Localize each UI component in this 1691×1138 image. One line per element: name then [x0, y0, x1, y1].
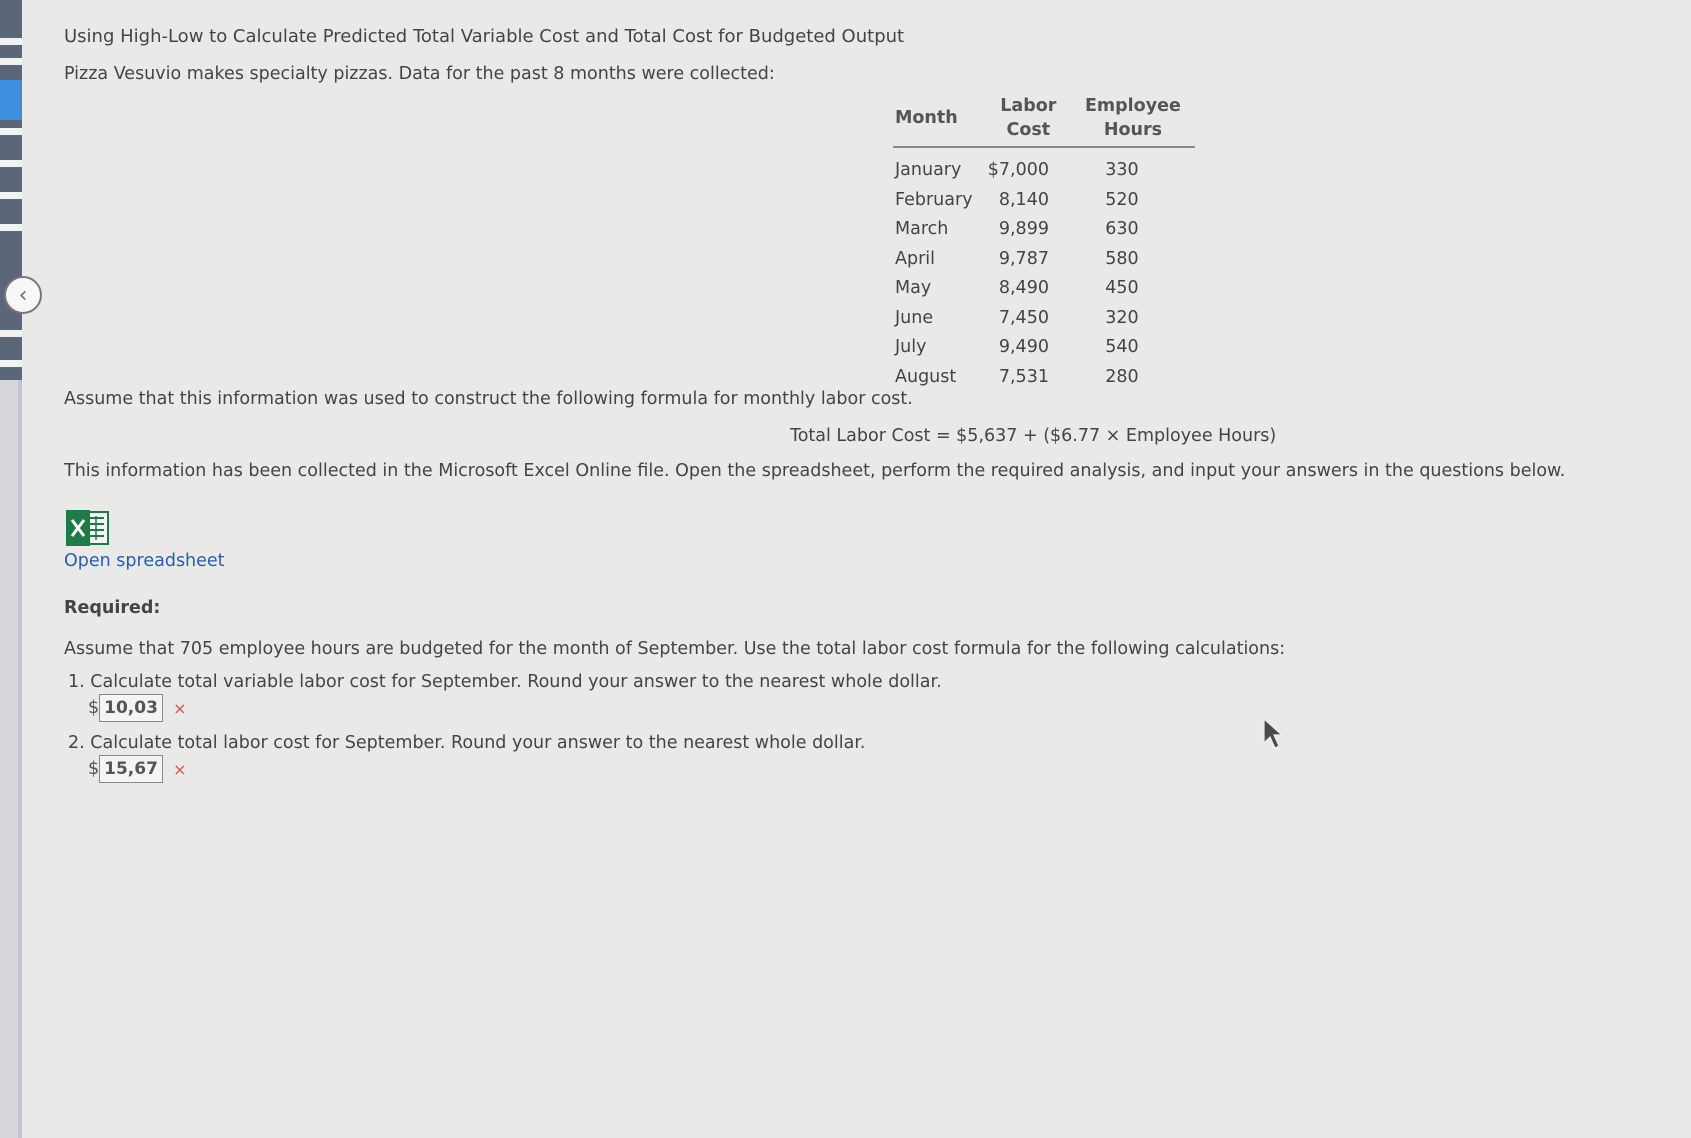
table-row: [893, 215, 1195, 245]
left-sidebar-rail: [0, 0, 22, 1138]
cell-month: February: [895, 189, 973, 210]
table-row: [893, 363, 1195, 393]
header-labor-cost-line2: Cost: [1006, 120, 1051, 140]
currency-prefix: $: [88, 698, 100, 718]
header-labor-cost-line1: Labor: [1000, 96, 1057, 116]
table-row: [893, 274, 1195, 304]
incorrect-x-icon: ×: [173, 759, 187, 779]
question-2-text: 2. Calculate total labor cost for September. Round your answer to the nearest whole dollar.: [68, 733, 866, 753]
question-2-answer: [88, 755, 187, 783]
rail-tick: [0, 224, 22, 231]
cell-employee-hours: 450: [1105, 278, 1139, 298]
incorrect-x-icon: ×: [173, 698, 187, 718]
cell-employee-hours: 630: [1105, 219, 1139, 239]
cell-labor-cost: 9,787: [998, 248, 1049, 269]
cell-labor-cost: 7,531: [998, 366, 1049, 387]
chevron-left-icon: ‹: [18, 282, 28, 308]
table-row: [893, 147, 1195, 186]
excel-instructions-text: This information has been collected in the Microsoft Excel Online file. Open the spreadsheet, perform the required analysis, and input your answers in the questions below.: [64, 461, 1566, 481]
header-employee-hours-line2: Hours: [1103, 120, 1162, 140]
cell-month: March: [895, 219, 949, 239]
cell-month: June: [895, 307, 934, 328]
back-button[interactable]: [4, 276, 42, 314]
rail-tick: [0, 160, 22, 167]
question-1-text: 1. Calculate total variable labor cost for September. Round your answer to the nearest whole dollar.: [68, 672, 942, 692]
page-title: Using High-Low to Calculate Predicted Total Variable Cost and Total Cost for Budgeted Output: [64, 26, 905, 47]
table-row: [893, 333, 1195, 363]
cell-employee-hours: 320: [1105, 307, 1139, 328]
cell-labor-cost: 8,490: [998, 278, 1049, 298]
table-row: [893, 245, 1195, 275]
cell-employee-hours: 580: [1105, 248, 1139, 269]
table-row: [893, 186, 1195, 216]
cell-labor-cost: 8,140: [998, 189, 1049, 210]
cell-labor-cost: 9,490: [998, 337, 1049, 357]
rail-tick: [0, 360, 22, 367]
labor-cost-formula: Total Labor Cost = $5,637 + ($6.77 × Employee Hours): [790, 426, 1277, 446]
rail-tick: [0, 58, 22, 65]
cell-labor-cost: $7,000: [987, 160, 1049, 180]
variable-labor-cost-input[interactable]: [99, 694, 163, 722]
cell-month: August: [895, 366, 957, 387]
cell-employee-hours: 280: [1105, 366, 1139, 387]
currency-prefix: $: [88, 759, 100, 779]
labor-data-table: [893, 92, 1195, 392]
cell-employee-hours: 330: [1105, 160, 1139, 180]
cell-month: April: [895, 248, 935, 269]
cell-labor-cost: 9,899: [998, 219, 1049, 239]
cell-employee-hours: 520: [1105, 189, 1139, 210]
rail-tick: [0, 330, 22, 337]
rail-active-indicator: [0, 80, 22, 120]
rail-tick: [0, 192, 22, 199]
header-labor-cost: [986, 92, 1071, 147]
open-spreadsheet-link[interactable]: Open spreadsheet: [64, 551, 225, 571]
cell-labor-cost: 7,450: [998, 307, 1049, 328]
budget-assumption-text: Assume that 705 employee hours are budgeted for the month of September. Use the total labor cost formula for the following calculations:: [64, 639, 1286, 659]
header-month: Month: [893, 92, 986, 147]
cell-month: January: [895, 160, 962, 180]
excel-icon[interactable]: [64, 508, 110, 548]
rail-lower-panel: [0, 380, 22, 1138]
cell-month: May: [895, 278, 932, 298]
cell-month: July: [895, 337, 927, 357]
table-row: [893, 304, 1195, 334]
formula-intro-text: Assume that this information was used to construct the following formula for monthly labor cost.: [64, 389, 913, 409]
table-header-row: [893, 92, 1195, 147]
mouse-pointer-icon: [1262, 717, 1286, 751]
question-1-answer: [88, 694, 187, 722]
header-employee-hours: [1071, 92, 1195, 147]
header-employee-hours-line1: Employee: [1084, 96, 1181, 116]
rail-tick: [0, 38, 22, 45]
required-heading: Required:: [64, 598, 161, 618]
rail-tick: [0, 128, 22, 135]
total-labor-cost-input[interactable]: [99, 755, 163, 783]
cell-employee-hours: 540: [1105, 337, 1139, 357]
intro-text: Pizza Vesuvio makes specialty pizzas. Data for the past 8 months were collected:: [64, 64, 775, 84]
